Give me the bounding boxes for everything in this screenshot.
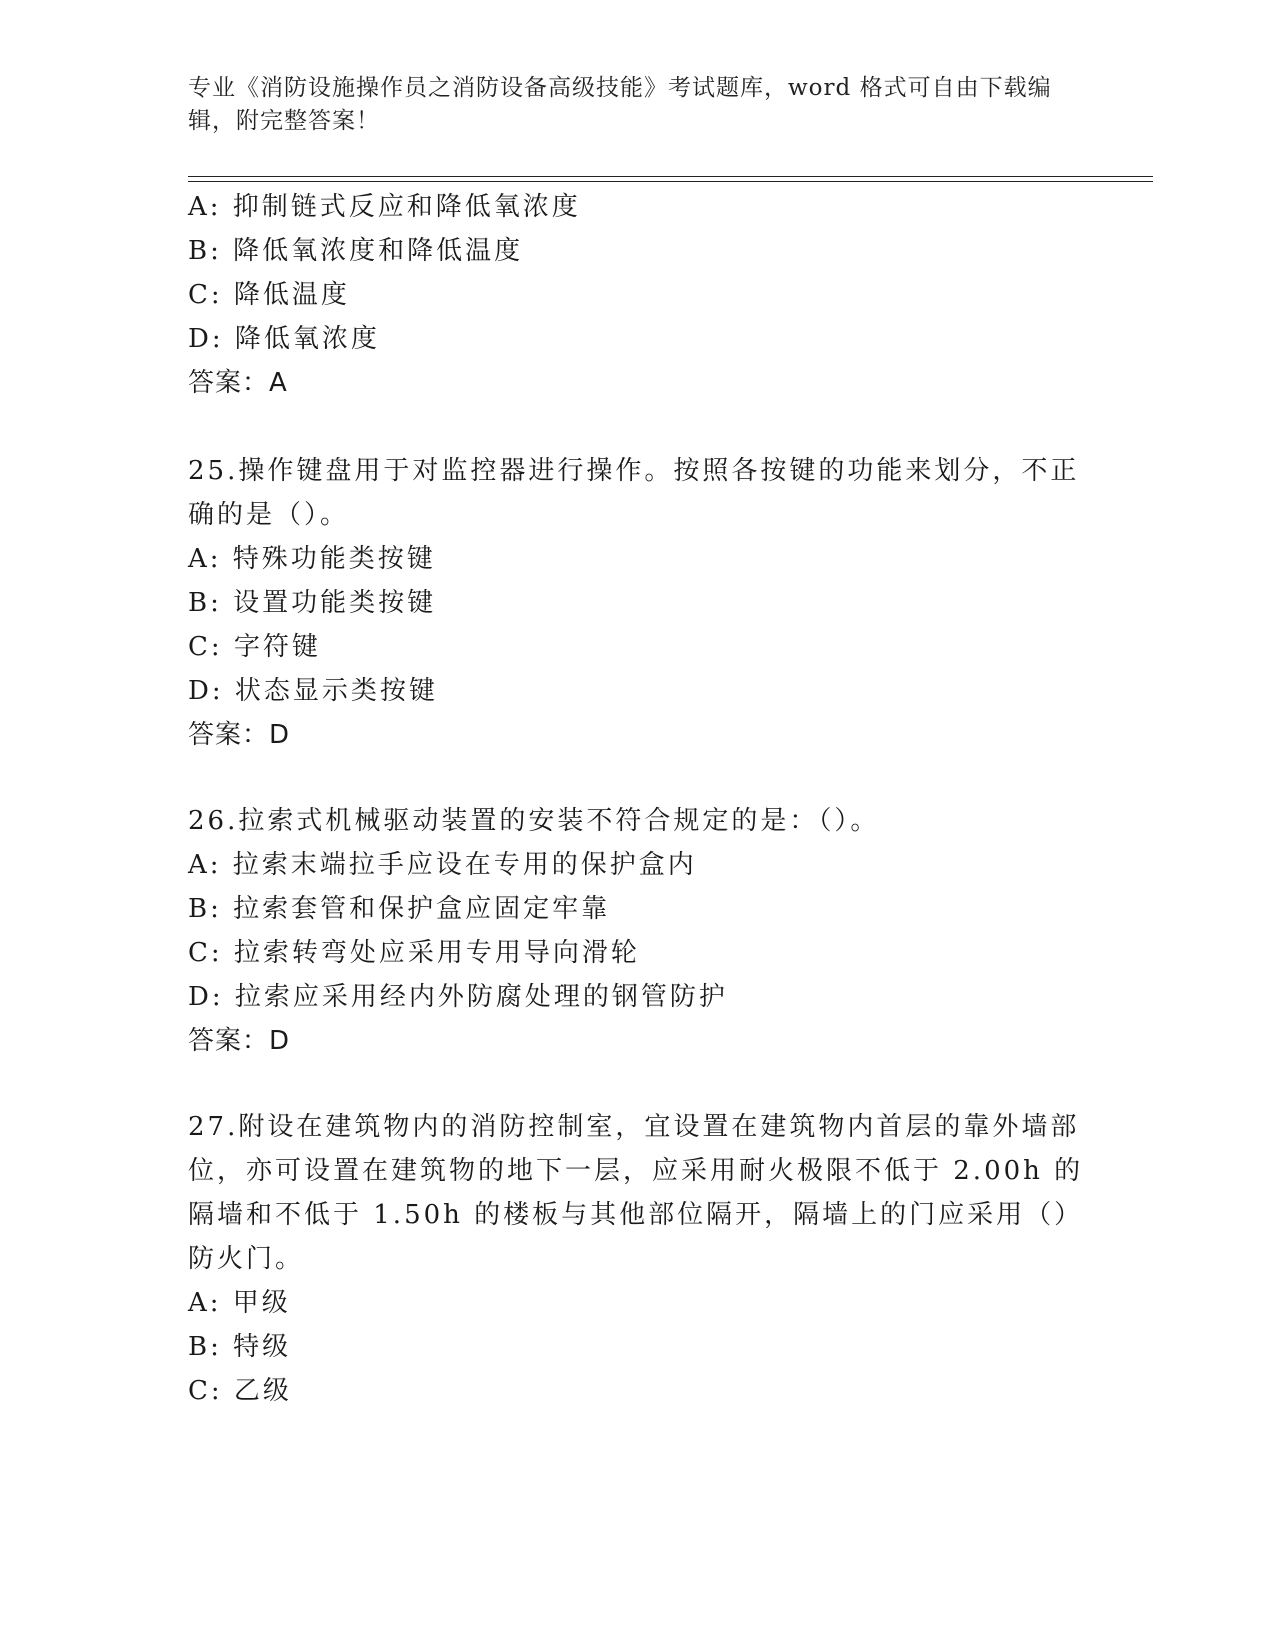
q25-option-b: B: 设置功能类按键	[188, 588, 437, 618]
q26-option-d: D: 拉索应采用经内外防腐处理的钢管防护	[188, 982, 728, 1012]
q25-option-d: D: 状态显示类按键	[188, 676, 438, 706]
q27-question-line-1: 27.附设在建筑物内的消防控制室，宜设置在建筑物内首层的靠外墙部	[188, 1112, 1080, 1142]
q26-option-b: B: 拉索套管和保护盒应固定牢靠	[188, 894, 611, 924]
q25-question-line-2: 确的是（）。	[188, 500, 350, 530]
q24-option-d: D: 降低氧浓度	[188, 324, 380, 354]
q25-question-line-1: 25.操作键盘用于对监控器进行操作。按照各按键的功能来划分，不正	[188, 456, 1080, 486]
q27-question-line-2: 位，亦可设置在建筑物的地下一层，应采用耐火极限不低于 2.00h 的	[188, 1156, 1084, 1186]
document-header: 专业《消防设施操作员之消防设备高级技能》考试题库，word 格式可自由下载编辑，附完整答案！	[188, 75, 1052, 134]
q26-question-line-1: 26.拉索式机械驱动装置的安装不符合规定的是：（）。	[188, 806, 880, 836]
q26-option-c: C: 拉索转弯处应采用专用导向滑轮	[188, 938, 640, 968]
header-rule-bottom	[188, 181, 1153, 182]
q25-answer: 答案：D	[188, 720, 291, 750]
q24-option-a: A: 抑制链式反应和降低氧浓度	[188, 192, 581, 222]
q24-option-c: C: 降低温度	[188, 280, 350, 310]
q26-answer: 答案：D	[188, 1026, 291, 1056]
q27-question-line-4: 防火门。	[188, 1244, 305, 1274]
q25-option-c: C: 字符键	[188, 632, 321, 662]
q27-option-c: C: 乙级	[188, 1376, 292, 1406]
q27-option-b: B: 特级	[188, 1332, 292, 1362]
q24-option-b: B: 降低氧浓度和降低温度	[188, 236, 524, 266]
q24-answer: 答案：A	[188, 368, 288, 398]
header-rule-top	[188, 176, 1153, 177]
q27-question-line-3: 隔墙和不低于 1.50h 的楼板与其他部位隔开，隔墙上的门应采用（）	[188, 1200, 1084, 1230]
q27-option-a: A: 甲级	[188, 1288, 291, 1318]
q25-option-a: A: 特殊功能类按键	[188, 544, 436, 574]
q26-option-a: A: 拉索末端拉手应设在专用的保护盒内	[188, 850, 697, 880]
